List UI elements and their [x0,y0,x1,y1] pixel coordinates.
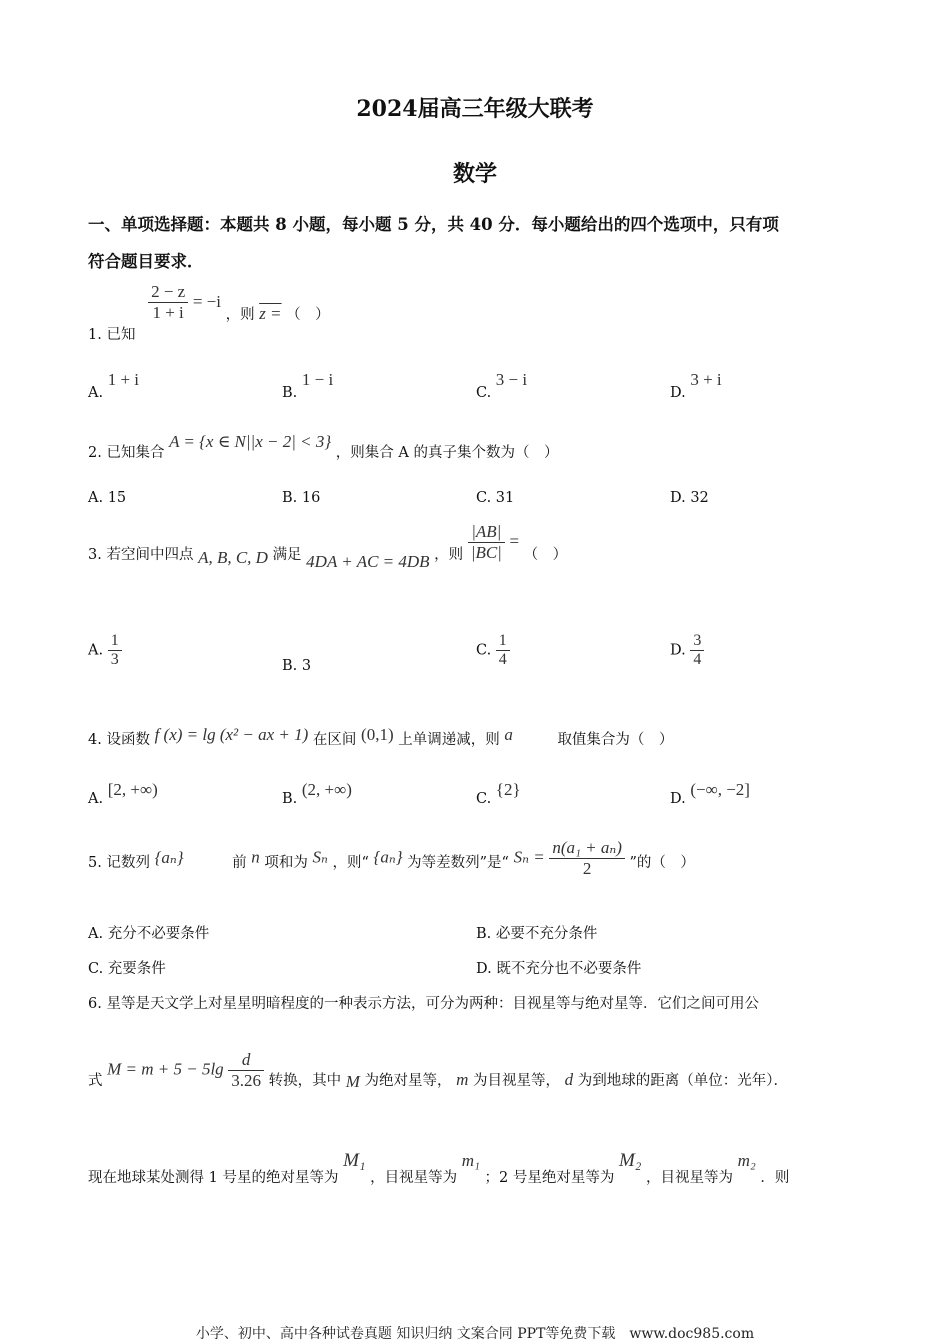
q5-mid1: 前 [232,854,247,871]
q5-sequence-2: {aₙ} [373,847,403,867]
q5-mid3: ，则“ [332,854,369,871]
frac-den: 4 [690,650,704,669]
option-value: {2} [495,780,521,799]
question-5 [88,838,695,879]
q6-l3-b: ，目视星等为 [370,1170,458,1186]
question-4 [88,724,674,748]
q6-l2-c: 为目视星等， [473,1072,561,1089]
q3-option-a [88,632,122,669]
option-value: 充要条件 [107,961,166,977]
q6-M2: M₂ [618,1150,642,1171]
frac-den: 4 [496,650,510,669]
section-heading-line1: 一、单项选择题：本题共 8 小题，每小题 5 分，共 40 分．每小题给出的四个选项中，只有项 [88,215,779,234]
q1-option-d [670,370,722,401]
q5-n: n [251,847,260,867]
q6-m: m [456,1069,469,1089]
q6-l3-c: ；2 号星绝对星等为 [484,1170,615,1186]
q5-formula-fraction [549,838,625,879]
option-value: (2, +∞) [301,780,352,799]
option-value: 必要不充分条件 [495,926,598,942]
option-label: D. [670,791,686,807]
section-heading-line2: 符合题目要求． [88,252,204,271]
q3-option-b [282,658,311,674]
q1-option-c [476,370,528,401]
q1-suffix: （ ） [286,306,330,323]
question-6-line3 [88,1150,790,1186]
q4-interval: (0,1) [361,725,394,744]
option-label: C. [476,642,492,659]
q1-frac-den: 1 + i [148,302,188,323]
q2-option-b [282,490,320,506]
option-label: D. [670,642,686,659]
option-value: 既不充分也不必要条件 [496,961,642,977]
q5-option-a [88,922,209,943]
q4-mid1: 在区间 [312,732,357,748]
q6-M1: M₁ [343,1150,366,1171]
q4-option-b [282,780,352,807]
q3-eqsign: = [509,531,520,551]
option-value: 32 [690,490,709,506]
q5-frac-num: n(a₁ + aₙ) [552,838,622,857]
q5-suffix: ”的（ ） [629,854,695,871]
q1-rhs: = −i [192,291,221,311]
question-6-line1: 6. 星等是天文学上对星星明暗程度的一种表示方法，可分为两种：目视星等与绝对星等．它们之间可用公 [88,996,759,1012]
option-value: [2, +∞) [107,780,158,799]
option-value: 充分不必要条件 [107,926,210,942]
q4-function: f (x) = lg (x² − ax + 1) [154,725,309,744]
option-label: B. [282,658,298,674]
q1-frac-num: 2 − z [151,282,186,301]
q1-prefix: 1. 已知 [88,326,136,343]
q2-option-d [670,490,709,506]
option-value: 16 [301,490,321,506]
q4-option-c [476,780,521,807]
option-label: A. [88,385,104,401]
q6-M: M [345,1071,360,1091]
option-label: B. [476,926,492,942]
q4-prefix: 4. 设函数 [88,732,150,748]
option-label: D. [476,961,492,977]
q2-suffix: ，则集合 A 的真子集个数为（ ） [335,445,559,461]
q5-mid4: 为等差数列”是“ [407,854,509,871]
option-value: 15 [107,490,127,506]
q5-frac-den: 2 [549,858,625,879]
q3-suffix: （ ） [523,546,568,563]
q4-mid2: 上单调递减，则 [398,732,500,748]
q6-d: d [564,1069,574,1089]
q6-frac-num: d [241,1050,251,1069]
q1-mid: ，则 [225,306,255,323]
option-value: 1 − i [301,370,334,389]
option-label: A. [88,926,104,942]
option-value: 1 + i [107,370,140,389]
q2-set-math: A = {x ∈ N||x − 2| < 3} [169,432,332,451]
q1-zbar: z = [259,303,282,323]
question-6-line2 [88,1050,788,1091]
q6-frac-den: 3.26 [228,1070,264,1091]
option-value: (−∞, −2] [690,780,750,799]
option-label: C. [476,791,492,807]
q3-fraction [468,522,505,563]
q1-option-a [88,370,140,401]
option-label: C. [476,490,492,506]
q6-l2-d: 为到地球的距离（单位：光年）． [577,1072,789,1089]
question-2 [88,431,559,461]
q3-option-d [670,632,704,669]
q5-option-b [476,922,597,943]
q5-mid2: 项和为 [264,854,308,871]
q5-sn: Sₙ [312,847,328,867]
question-1 [88,282,330,343]
q5-sequence: {aₙ} [154,847,184,867]
option-label: A. [88,490,104,506]
option-label: C. [88,961,104,977]
q3-prefix: 3. 若空间中四点 [88,546,194,563]
q3-frac-num: |AB| [471,522,502,541]
page-title: 2024届高三年级大联考 [356,96,594,122]
option-value: 3 + i [690,370,722,389]
q5-prefix: 5. 记数列 [88,854,150,871]
option-value: 3 [301,658,312,674]
q6-l2-a: 转换，其中 [268,1072,342,1089]
q6-l3-a: 现在地球某处测得 1 号星的绝对星等为 [88,1170,339,1186]
q3-frac-den: |BC| [468,542,505,563]
option-value: 3 − i [495,370,528,389]
q2-option-c [476,490,514,506]
option-label: B. [282,490,298,506]
q6-m2: m₂ [737,1151,756,1170]
q5-option-c [88,957,166,978]
q4-option-a [88,780,158,807]
q3-points: A, B, C, D [198,547,268,567]
q6-l3-d: ，目视星等为 [646,1170,734,1186]
option-label: D. [670,490,686,506]
q6-l2-b: 为绝对星等， [364,1072,452,1089]
q5-formula-lhs: Sₙ = [513,847,545,867]
q3-vector-equation: 4DA + AC = 4DB [306,551,430,571]
frac-num: 1 [498,632,507,649]
option-fraction [496,632,510,669]
q6-m1: m₁ [461,1151,480,1170]
q6-l2-prefix: 式 [88,1072,103,1089]
option-label: D. [670,385,686,401]
frac-num: 1 [110,632,119,649]
q4-var: a [504,725,513,744]
option-fraction [690,632,704,669]
q6-formula-fraction [228,1050,264,1091]
question-3 [88,522,568,571]
option-value: 31 [495,490,515,506]
option-label: B. [282,385,298,401]
q3-mid1: 满足 [272,546,302,563]
option-label: A. [88,642,104,659]
q2-prefix: 2. 已知集合 [88,445,165,461]
option-label: B. [282,791,298,807]
q5-option-d [476,957,641,978]
frac-den: 3 [108,650,122,669]
option-label: A. [88,791,104,807]
frac-num: 3 [693,632,702,649]
q6-l3-e: ．则 [760,1170,790,1186]
q6-formula-lhs: M = m + 5 − 5lg [107,1059,224,1079]
option-fraction [108,632,122,669]
q4-suffix: 取值集合为（ ） [557,732,674,748]
q2-option-a [88,490,126,506]
q4-option-d [670,780,750,807]
q1-option-b [282,370,334,401]
footer-ad: 小学、初中、高中各种试卷真题 知识归纳 文案合同 PPT等免费下载 www.doc985.com [195,1326,755,1342]
q3-mid2: ，则 [434,546,464,563]
option-label: C. [476,385,492,401]
q3-option-c [476,632,510,669]
q1-fraction [148,282,188,323]
subject-title: 数学 [452,161,497,187]
